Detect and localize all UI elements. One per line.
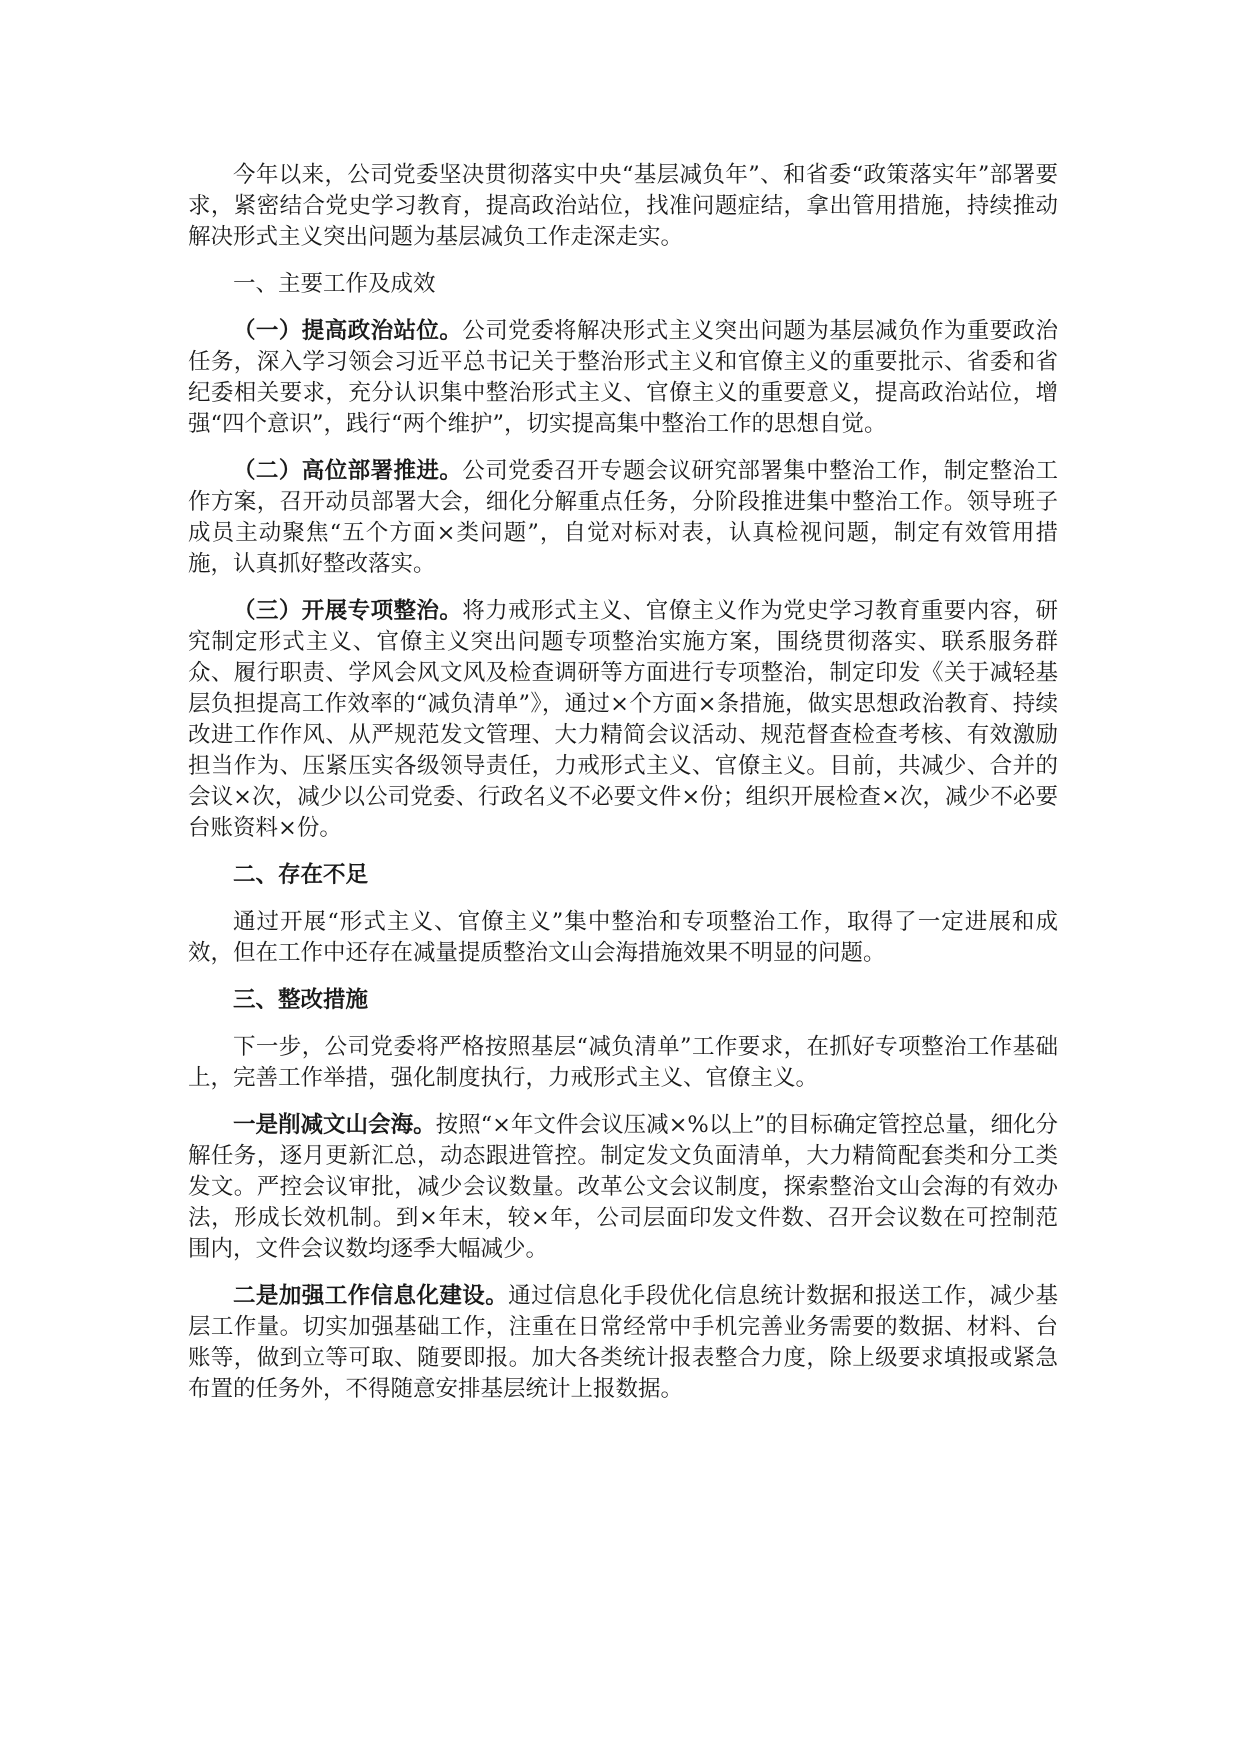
measure-2-lead: 二是加强工作信息化建设。 [233,1283,509,1309]
measure-1-body: 按照“×年文件会议压减×%以上”的目标确定管控总量，细化分解任务，逐月更新汇总，动态跟进管控。制定发文负面清单，大力精简配套类和分工类发文。严控会议审批，减少会议数量。改革公文会议制度，探索整治文山会海的有效办法，形成长效机制。到×年末，较×年，公司层面印发文件数、召开会议数在可控制范围内，文件会议数均逐季大幅减少。 [188,1112,1058,1262]
item-3-lead: （三）开展专项整治。 [233,598,463,624]
section-2-paragraph: 通过开展“形式主义、官僚主义”集中整治和专项整治工作，取得了一定进展和成效，但在工作中还存在减量提质整治文山会海措施效果不明显的问题。 [188,909,1058,966]
item-2-body: 公司党委召开专题会议研究部署集中整治工作，制定整治工作方案，召开动员部署大会，细化分解重点任务，分阶段推进集中整治工作。领导班子成员主动聚焦“五个方面×类问题”，自觉对标对表，认真检视问题，制定有效管用措施，认真抓好整改落实。 [188,458,1058,577]
section-2-heading: 二、存在不足 [233,862,369,888]
measure-2-paragraph [188,1281,1058,1405]
intro-paragraph: 今年以来，公司党委坚决贯彻落实中央“基层减负年”、和省委“政策落实年”部署要求，紧密结合党史学习教育，提高政治站位，找准问题症结，拿出管用措施，持续推动解决形式主义突出问题为基层减负工作走深走实。 [188,162,1058,250]
document-page [188,160,1058,1421]
section-3-heading: 三、整改措施 [233,987,369,1013]
item-3-paragraph [188,596,1058,844]
item-2-paragraph [188,456,1058,580]
section-1-heading: 一、主要工作及成效 [233,271,436,297]
measure-1-paragraph [188,1110,1058,1265]
item-2-lead: （二）高位部署推进。 [233,458,463,484]
item-1-lead: （一）提高政治站位。 [233,318,463,344]
section-3-paragraph: 下一步，公司党委将严格按照基层“减负清单”工作要求，在抓好专项整治工作基础上，完善工作举措，强化制度执行，力戒形式主义、官僚主义。 [188,1034,1058,1091]
item-1-body: 公司党委将解决形式主义突出问题为基层减负作为重要政治任务，深入学习领会习近平总书记关于整治形式主义和官僚主义的重要批示、省委和省纪委相关要求，充分认识集中整治形式主义、官僚主义的重要意义，提高政治站位，增强“四个意识”，践行“两个维护”，切实提高集中整治工作的思想自觉。 [188,318,1058,437]
measure-1-lead: 一是削减文山会海。 [233,1112,436,1138]
item-3-body: 将力戒形式主义、官僚主义作为党史学习教育重要内容，研究制定形式主义、官僚主义突出问题专项整治实施方案，围绕贯彻落实、联系服务群众、履行职责、学风会风文风及检查调研等方面进行专项整治，制定印发《关于减轻基层负担提高工作效率的“减负清单”》，通过×个方面×条措施，做实思想政治教育、持续改进工作作风、从严规范发文管理、大力精简会议活动、规范督查检查考核、有效激励担当作为、压紧压实各级领导责任，力戒形式主义、官僚主义。目前，共减少、合并的会议×次，减少以公司党委、行政名义不必要文件×份；组织开展检查×次，减少不必要台账资料×份。 [188,598,1058,841]
item-1-paragraph [188,316,1058,440]
measure-2-body: 通过信息化手段优化信息统计数据和报送工作，减少基层工作量。切实加强基础工作，注重在日常经常中手机完善业务需要的数据、材料、台账等，做到立等可取、随要即报。加大各类统计报表整合力度，除上级要求填报或紧急布置的任务外，不得随意安排基层统计上报数据。 [188,1283,1058,1402]
